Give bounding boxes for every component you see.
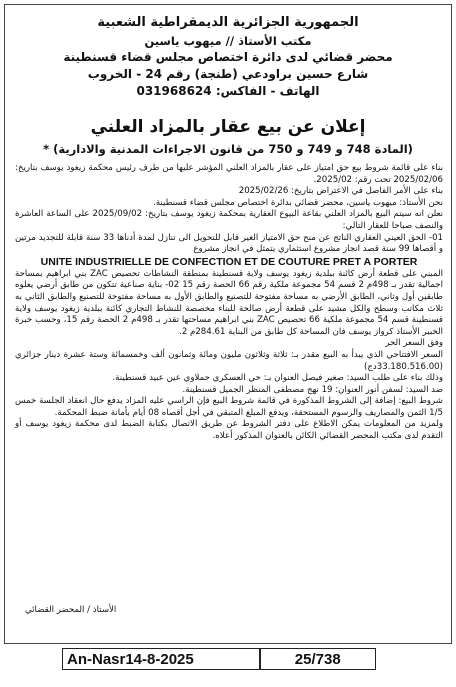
announcement-body bbox=[15, 163, 443, 443]
office-heading: مكتب الأستاذ // ميهوب ياسين bbox=[144, 34, 312, 48]
project-name-latin: UNITE INDUSTRIELLE DE CONFECTION ET DE COUTURE PRET A PORTER bbox=[40, 255, 418, 268]
bailiff-signature: الأستاذ / المحضر القضائي bbox=[25, 605, 117, 615]
announcement-page bbox=[4, 4, 452, 644]
body-paragraph-9: وذلك بناء على طلب السيد: صغير فيصل العنوان بـ: حي العسكري حملاوي عين عبيد قسنطينة. bbox=[112, 373, 443, 384]
ad-number: 25/738 bbox=[294, 650, 341, 668]
bailiff-heading: محضر قضائي لدى دائرة اختصاص مجلس قضاء قسنطينة bbox=[63, 50, 393, 64]
body-paragraph-6: المبني على قطعة أرض كائنة ببلدية زيغود يوسف ولاية قسنطينة بمنطقة النشاطات تحصيص ZAC بني ابراهيم بمساحة اجمالية تقدر بـ 498م 2 قسم 54 مجموعة ملكية رقم 66 الحصة رقم 15 02- بناية صناعية تتكون من طابق أرضي يعلوه طابقين أول وثاني، الطابق الأرضي به مساحة مفتوحة للتصنيع والطابق الأول به مساحة مفتوحة للتصنيع والطابق الثاني به ثلاث مكاتب وسطح والكل مشيد على قطعة أرض صالحة للبناء مخصصة للنشاط التجاري كائنة ببلدية زيغود يوسف ولاية قسنطينة قسم 54 مجموعة ملكية 66 تحصيص ZAC بني ابراهيم مساحتها تقدر بـ 498م 2 الحصة رقم 15، وحسب خبرة الخبير الأستاذ كرواز يوسف فان المساحة كل طابق من البناية 284.61م 2. bbox=[15, 268, 443, 337]
body-paragraph-11: شروط البيع: إضافة إلى الشروط المذكورة في قائمة شروط البيع فإن الراسي عليه المزاد يدفع حال انعقاد الجلسة خمس 1/5 الثمن والمصاريف والرسوم المستحقة، ويدفع المبلغ المتبقي في أجل أقصاه 08 أيام بأمانة ضبط المحكمة. bbox=[15, 396, 443, 418]
body-paragraph-10: ضد السيد: لسفن أنور العنوان: 19 نهج مصطفى المنظر الجميل قسنطينة. bbox=[182, 384, 443, 395]
republic-heading: الجمهورية الجزائرية الديمقراطية الشعبية bbox=[97, 15, 359, 30]
footer-bar bbox=[62, 648, 376, 670]
body-paragraph-12: ولمزيد من المعلومات يمكن الاطلاع على دفتر الشروط عن طريق الاتصال بكتابة الضبط لدى محكمة زيغود يوسف أو التقدم لدى مكتب المحضر القضائي الكائن بالعنوان المذكور أعلاه. bbox=[15, 419, 443, 442]
address-heading: شارع حسين براودعي (طنجة) رقم 24 - الخروب bbox=[87, 67, 369, 81]
body-paragraph-8: السعر الافتتاحي الذي يبدأ به البيع مقدر بـ: ثلاثة وثلاثون مليون ومائة وثمانون ألف وخمسمائة وستة عشرة دينار جزائري (33.180.516.00دج) bbox=[15, 349, 443, 372]
body-paragraph-1: بناء على قائمة شروط بيع حق امتياز على عقار بالمزاد العلني المؤشر عليها من طرف رئيس محكمة زيغود يوسف بتاريخ: 2025/02/06 تحت رقم: 2025/02. bbox=[15, 163, 443, 185]
body-paragraph-2: بناء على الأمر الفاصل في الاعتراض بتاريخ: 2025/02/26 bbox=[238, 186, 443, 197]
body-paragraph-3: نحن الأستاذ: ميهوب ياسين، محضر قضائي بدائرة اختصاص مجلس قضاء قسنطينة. bbox=[153, 197, 443, 208]
announcement-title: إعلان عن بيع عقار بالمزاد العلني bbox=[90, 117, 366, 137]
phone-heading: الهاتف - الفاكس: 031968624 bbox=[136, 84, 320, 98]
body-paragraph-7: وفق السعر الحر bbox=[385, 338, 443, 349]
newspaper-date: An-Nasr14-8-2025 bbox=[67, 650, 194, 668]
legal-articles-subtitle: (المادة 748 و 749 و 750 من قانون الاجراءات المدنية والادارية) * bbox=[43, 142, 413, 156]
body-paragraph-5: 01- الحق العيني العقاري الناتج عن منح حق الامتياز الغير قابل للتحويل الى تنازل لمدة أدناها 33 سنة قابلة للتجديد مرتين و أقصاها 99 سنة قصد انجاز مشروع استثماري يتمثل في انجاز مشروع bbox=[15, 232, 443, 255]
body-paragraph-4: نعلن انه سيتم البيع بالمزاد العلني بقاعة البيوع العقارية بمحكمة زيغود يوسف بتاريخ: 2025/09/02 على الساعة العاشرة والنصف صباحا للعقار التالي: bbox=[15, 209, 443, 231]
